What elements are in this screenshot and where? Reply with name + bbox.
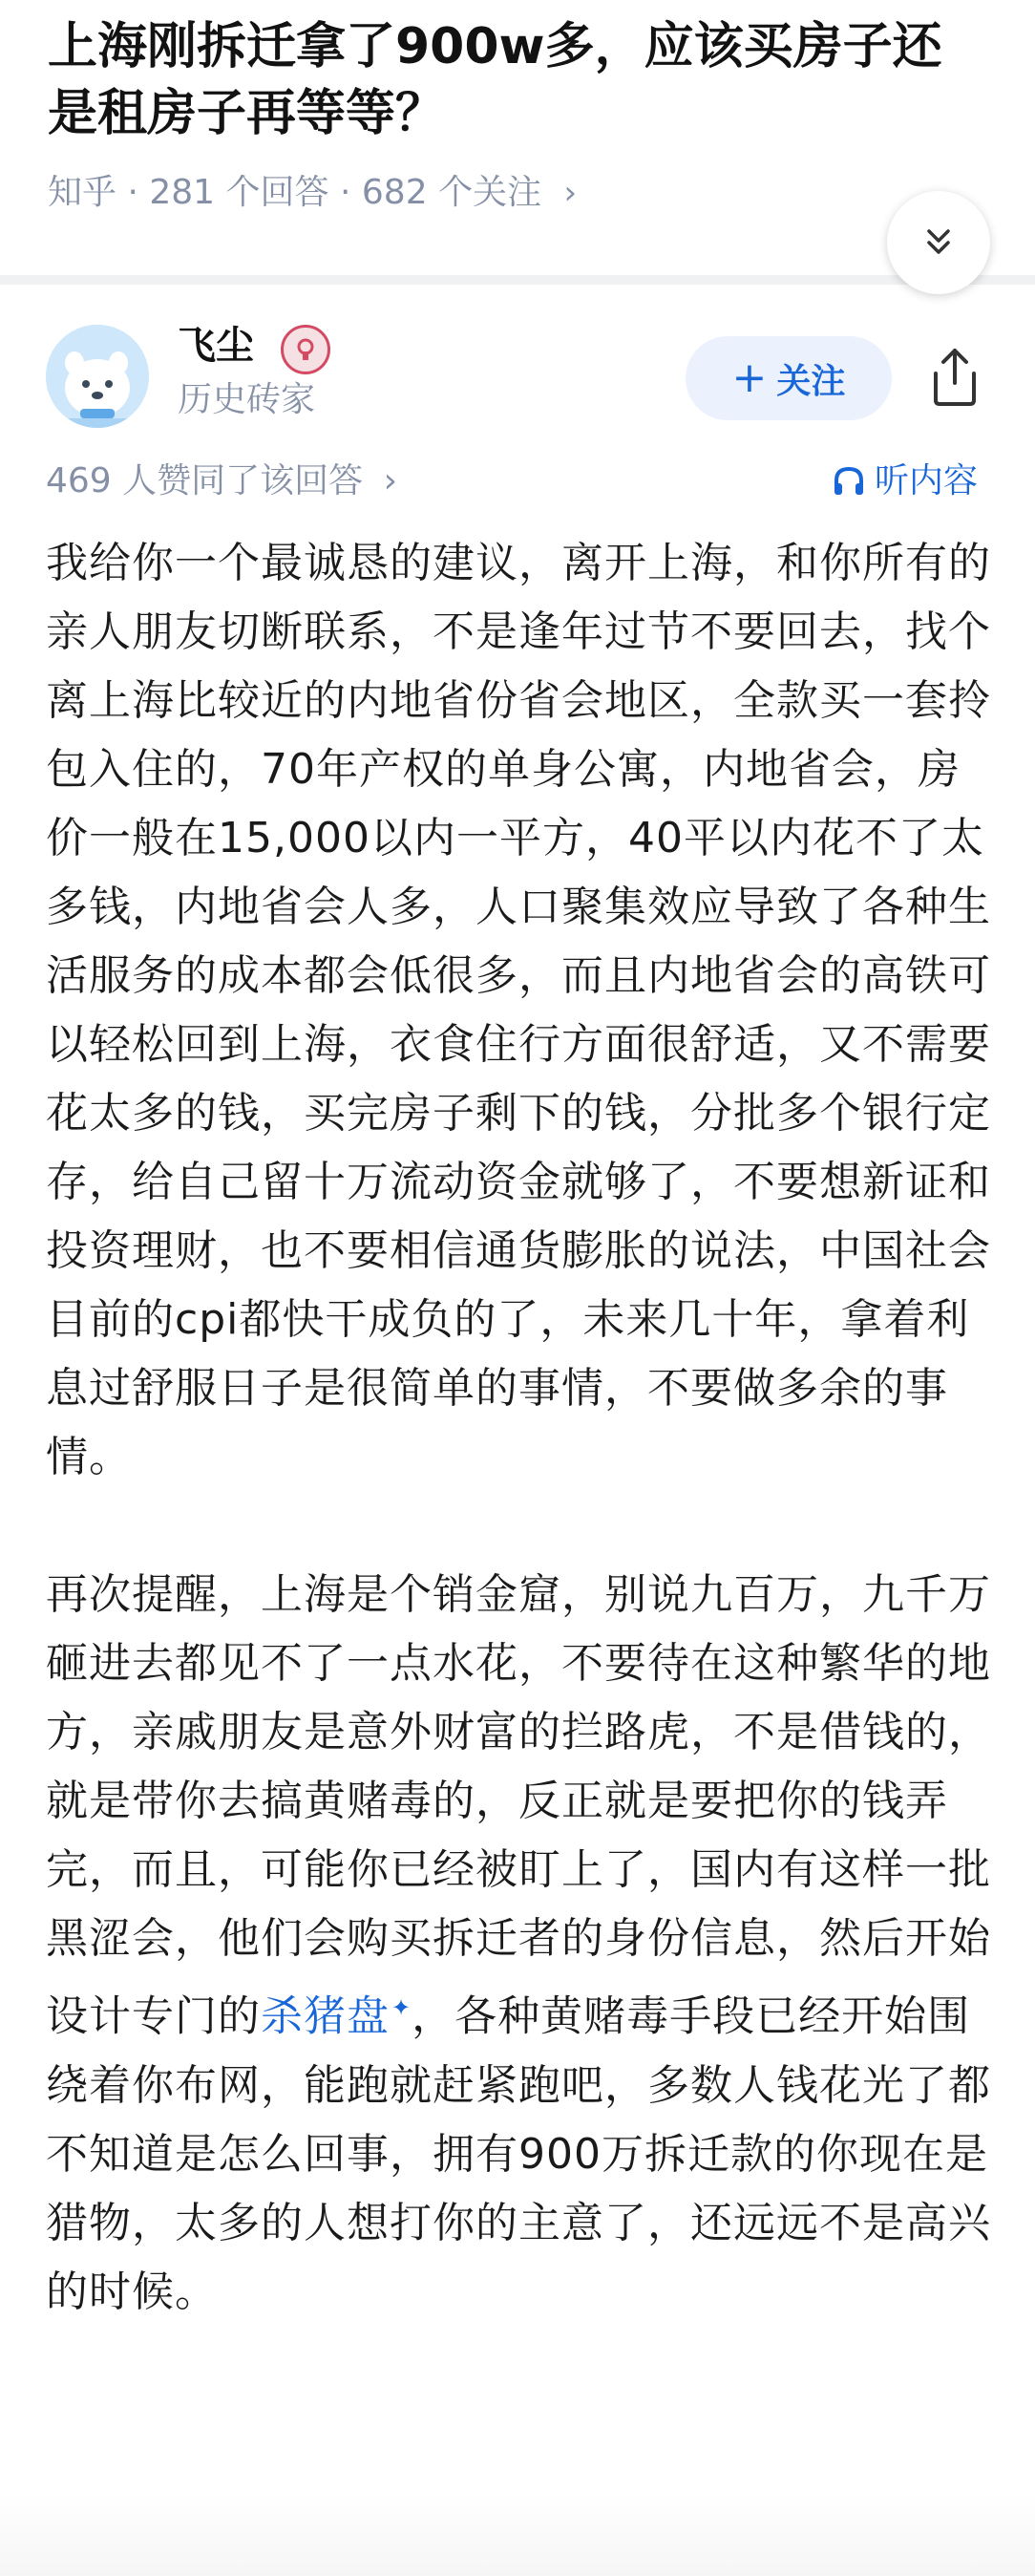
chevron-right-icon: › <box>383 461 398 500</box>
avatar-image <box>46 325 149 428</box>
headphones-icon <box>831 463 867 500</box>
meta-separator: · <box>340 173 351 212</box>
question-meta[interactable] <box>48 170 577 216</box>
answer-content <box>46 529 991 2327</box>
paragraph-2-text: 再次提醒，上海是个销金窟，别说九百万，九千万砸进去都见不了一点水花，不要待在这种繁华的地方，亲戚朋友是意外财富的拦路虎，不是借钱的，就是带你去搞黄赌毒的，反正就是要把你的钱弄完，而且，可能你已经被盯上了，国内有这样一批黑涩会，他们会购买拆迁者的身份信息，然后开始设计专门的 <box>46 1570 991 2041</box>
keyword-plus-icon: ✦ <box>391 1994 412 2021</box>
question-header <box>0 0 1035 275</box>
answer-paragraph-2 <box>46 1561 991 2327</box>
avatar[interactable] <box>46 325 149 428</box>
vote-count-text: 469 人赞同了该回答 <box>46 461 364 500</box>
double-chevron-down-icon <box>919 224 958 262</box>
meta-separator: · <box>127 173 138 212</box>
vote-count[interactable] <box>46 458 397 504</box>
paragraph-2-text-cont: ，各种黄赌毒手段已经开始围绕着你布网，能跑就赶紧跑吧，多数人钱花光了都不知道是怎么回事，拥有900万拆迁款的你现在是猎物，太多的人想打你的主意了，还远远不是高兴的时候。 <box>46 1991 991 2316</box>
bottom-fade <box>0 2493 1035 2576</box>
keyword-link[interactable]: 杀猪盘 <box>261 1991 390 2041</box>
follow-button[interactable] <box>686 336 892 420</box>
author-title: 历史砖家 <box>178 380 316 419</box>
section-divider <box>0 275 1035 285</box>
badge-icon <box>281 325 330 374</box>
listen-label: 听内容 <box>875 461 979 500</box>
share-button[interactable] <box>924 338 985 415</box>
answer-paragraph-1: 我给你一个最诚恳的建议，离开上海，和你所有的亲人朋友切断联系，不是逢年过节不要回去，找个离上海比较近的内地省份省会地区，全款买一套拎包入住的，70年产权的单身公寓，内地省会，房价一般在15,000以内一平方，40平以内花不了太多钱，内地省会人多，人口聚集效应导致了各种生活服务的成本都会低很多，而且内地省会的高铁可以轻松回到上海，衣食住行方面很舒适，又不需要花太多的钱，买完房子剩下的钱，分批多个银行定存，给自己留十万流动资金就够了，不要想新证和投资理财，也不要相信通货膨胀的说法，中国社会目前的cpi都快干成负的了，未来几十年，拿着利息过舒服日子是很简单的事情，不要做多余的事情。 <box>46 539 991 1481</box>
follow-label: 关注 <box>776 361 846 401</box>
answer-count: 281 个回答 <box>149 173 329 212</box>
listen-button[interactable] <box>831 458 978 504</box>
question-title[interactable]: 上海刚拆迁拿了900w多，应该买房子还是租房子再等等？ <box>48 18 942 142</box>
plus-icon: + <box>731 353 768 402</box>
author-row <box>0 285 1035 447</box>
follow-count: 682 个关注 <box>361 173 542 212</box>
source-label: 知乎 <box>48 173 117 212</box>
expand-button[interactable] <box>887 191 990 294</box>
share-icon <box>926 343 983 410</box>
chevron-right-icon: › <box>563 174 578 212</box>
author-name[interactable]: 飞尘 <box>178 324 254 368</box>
